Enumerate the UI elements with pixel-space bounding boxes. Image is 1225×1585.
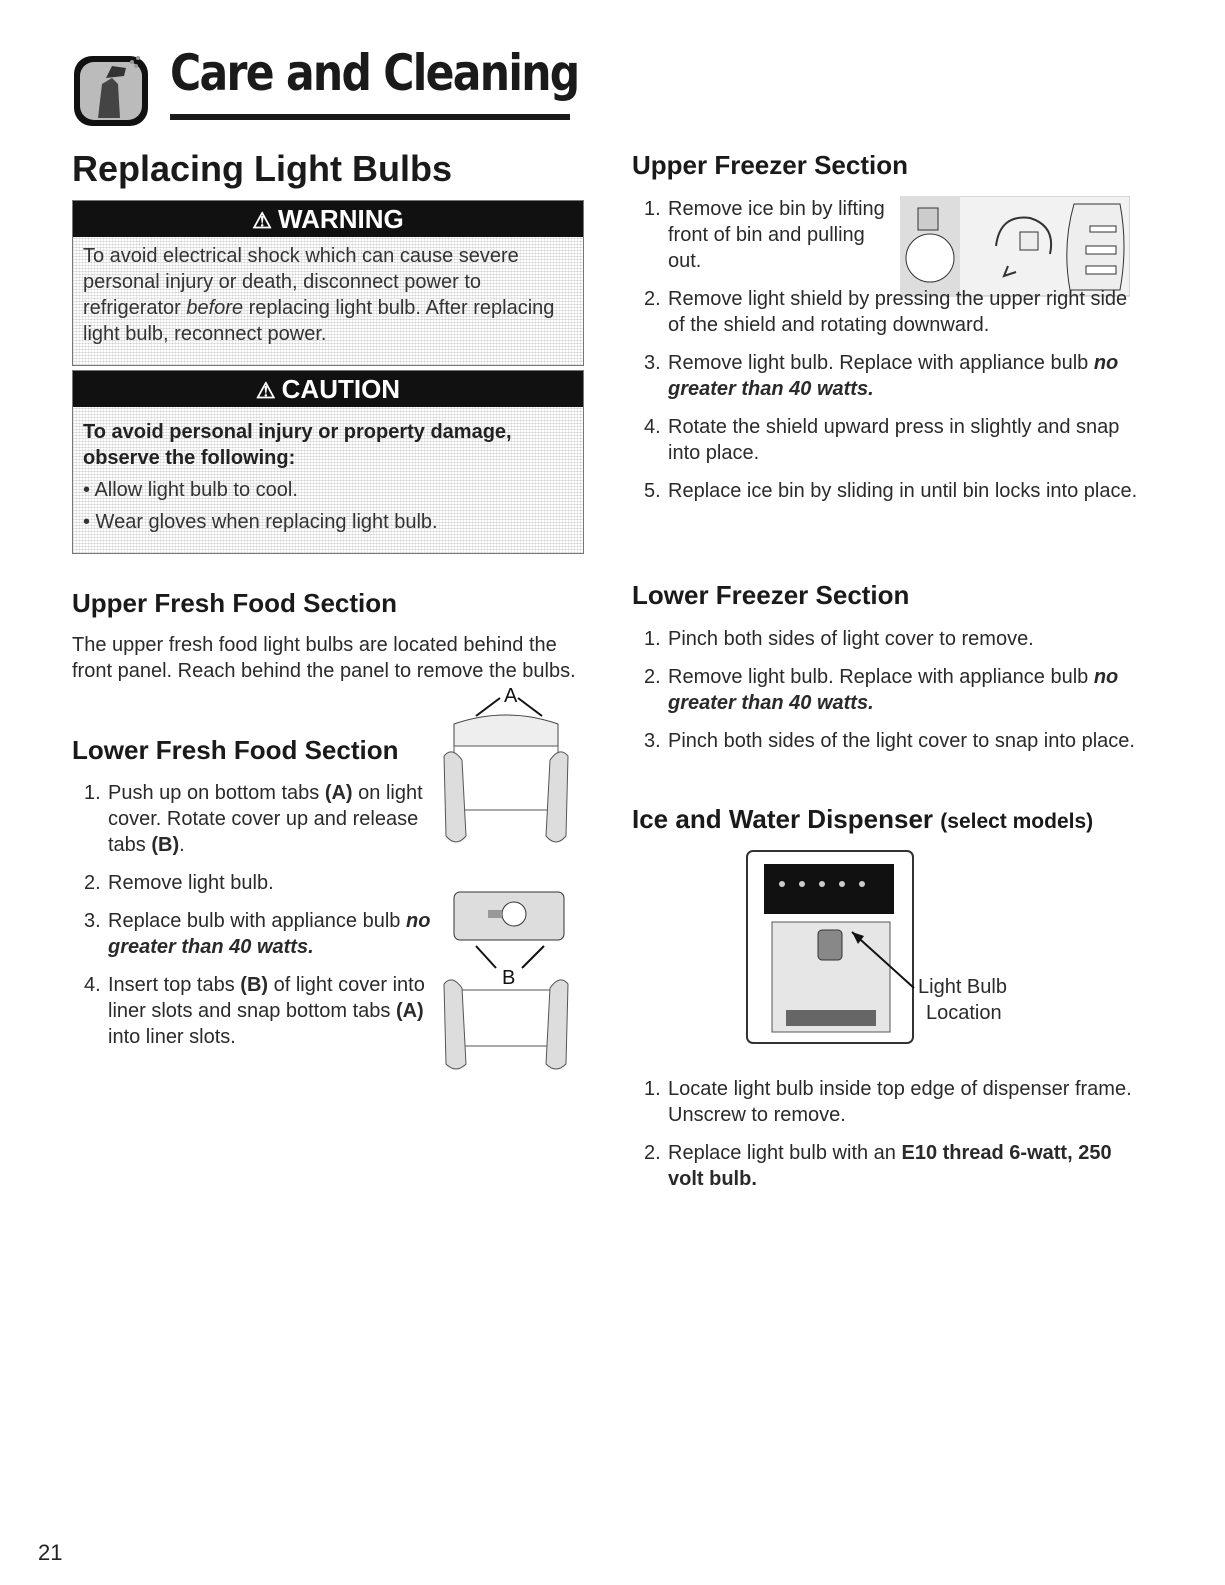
warning-text-part1: To avoid electrical shock which can cause severe personal injury or death, disconnect power to refrigerator [83,245,519,319]
list-item: 4. Rotate the shield upward press in slightly and snap into place. [644,416,1120,464]
list-item: 1. Pinch both sides of light cover to remove. [644,628,1034,650]
list-item: 3. Remove light bulb. Replace with appliance bulb no greater than 40 watts. [644,352,1119,400]
warning-text-emphasis: before [186,297,244,319]
list-item: 1. Remove ice bin by lifting front of bin and pulling out. [644,198,885,272]
list-item: 1. Locate light bulb inside top edge of dispenser frame. Unscrew to remove. [644,1078,1132,1126]
list-item: 2. Remove light bulb. Replace with appliance bulb no greater than 40 watts. [644,666,1119,714]
lower-fresh-title: Lower Fresh Food Section [72,735,399,765]
upper-freezer-steps [632,286,1142,516]
dispenser-title-suffix: (select models) [940,810,1094,833]
light-cover-install-figure [436,888,576,1078]
callout-line-2: Location [926,1002,1002,1024]
list-item: 3. Pinch both sides of the light cover to snap into place. [644,730,1135,752]
light-cover-removal-figure [436,676,576,866]
caution-box [72,370,584,554]
dispenser-title-text: Ice and Water Dispenser [632,804,934,834]
list-item: 3. Replace bulb with appliance bulb no greater than 40 watts. [84,910,431,958]
caution-text [73,407,583,553]
warning-label: WARNING [278,204,404,234]
upper-fresh-text: The upper fresh food light bulbs are located behind the front panel. Reach behind the panel to remove the bulbs. [72,634,576,682]
warning-text [73,237,583,365]
list-item: 2. Remove light bulb. [84,872,274,894]
dispenser-steps [632,1076,1142,1204]
warning-text-part2: replacing light bulb. After replacing light bulb, reconnect power. [83,297,555,345]
spray-bottle-icon [72,48,152,128]
warning-banner [73,201,583,237]
upper-freezer-steps-short [632,196,892,286]
caution-item: • Allow light bulb to cool. [83,479,298,501]
caution-label: CAUTION [281,374,401,404]
caution-banner [73,371,583,407]
ice-bin-shield-figure [900,196,1130,298]
upper-freezer-title: Upper Freezer Section [632,150,908,180]
care-cleaning-logo [72,48,152,128]
list-item: 4. Insert top tabs (B) of light cover into liner slots and snap bottom tabs (A) into liner slots. [84,974,425,1048]
main-title: Replacing Light Bulbs [72,148,453,189]
warning-triangle-icon: ⚠ [252,208,273,233]
header-rule [170,114,570,120]
caution-triangle-icon: ⚠ [255,378,276,403]
dispenser-title [632,804,1093,835]
caution-lead: To avoid personal injury or property damage, observe the following: [83,421,512,469]
list-item: 2. Replace light bulb with an E10 thread 6-watt, 250 volt bulb. [644,1142,1112,1190]
figure-label-a: A [504,685,518,707]
warning-box [72,200,584,366]
upper-fresh-title: Upper Fresh Food Section [72,588,398,618]
list-item: 5. Replace ice bin by sliding in until bin locks into place. [644,480,1138,502]
light-bulb-callout [918,974,1007,1026]
lower-freezer-steps [632,626,1142,766]
page-header-title: Care and Cleaning [170,44,579,102]
caution-item: • Wear gloves when replacing light bulb. [83,511,438,533]
lower-fresh-steps [72,780,432,1062]
lower-freezer-title: Lower Freezer Section [632,580,910,610]
callout-line-1: Light Bulb [918,976,1007,998]
page-number: 21 [38,1540,63,1565]
dispenser-figure [746,850,916,1046]
list-item: 1. Push up on bottom tabs (A) on light cover. Rotate cover up and release tabs (B). [84,782,423,856]
figure-label-b: B [502,967,516,989]
list-item: 2. Remove light shield by pressing the upper right side of the shield and rotating downward. [644,288,1128,336]
